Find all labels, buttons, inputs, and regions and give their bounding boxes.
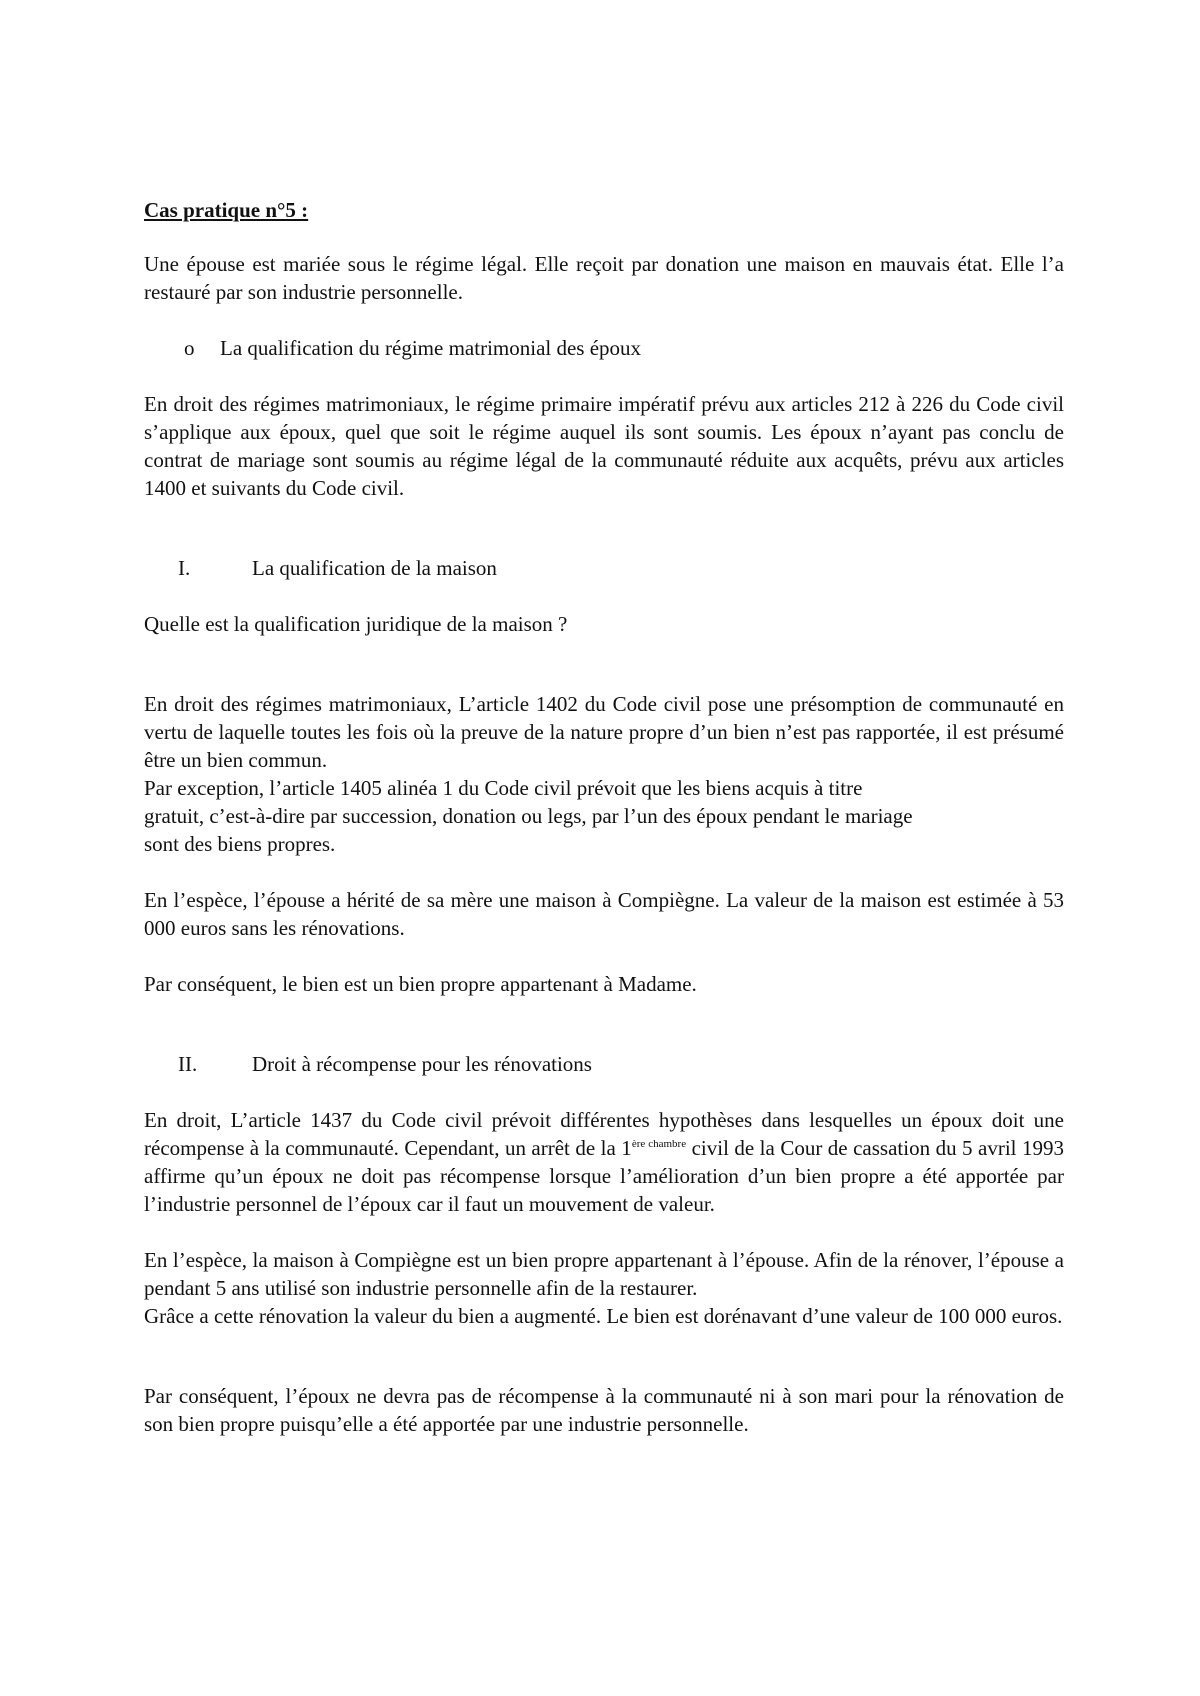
document-page [144, 196, 1064, 1438]
law-text-before: En droit, L’article 1437 du Code civil prévoit différentes hypothèses dans lesquelles un époux doit une récompense à la communauté. Cependant, un arrêt de la 1 [144, 1108, 1064, 1160]
section-1-exception-paragraph [144, 774, 1064, 858]
law-superscript: ère chambre [631, 1138, 687, 1150]
intro-paragraph: Une épouse est mariée sous le régime légal. Elle reçoit par donation une maison en mauvais état. Elle l’a restauré par son industrie personnelle. [144, 252, 1064, 304]
bullet-item [184, 334, 1064, 362]
law-text-after: civil de la Cour de cassation du 5 avril 1993 affirme qu’un époux ne doit pas récompense lorsque l’amélioration d’un bien propre a été apportée par l’industrie personnel de l’époux car il faut un mouvement de valeur. [144, 1136, 1064, 1216]
exception-line-3: sont des biens propres. [144, 832, 336, 856]
exception-line-2: gratuit, c’est-à-dire par succession, donation ou legs, par l’un des époux pendant le mariage [144, 804, 913, 828]
section-1-law-paragraph: En droit des régimes matrimoniaux, L’article 1402 du Code civil pose une présomption de communauté en vertu de laquelle toutes les fois où la preuve de la nature propre d’un bien n’est pas rapportée, il est présumé être un bien commun. [144, 692, 1064, 772]
section-2-number: II. [178, 1052, 198, 1076]
regime-paragraph: En droit des régimes matrimoniaux, le régime primaire impératif prévu aux articles 212 à 226 du Code civil s’applique aux époux, quel que soit le régime auquel ils sont soumis. Les époux n’ayant pas conclu de contrat de mariage sont soumis au régime légal de la communauté réduite aux acquêts, prévu aux articles 1400 et suivants du Code civil. [144, 392, 1064, 500]
section-2-facts-1: En l’espèce, la maison à Compiègne est un bien propre appartenant à l’épouse. Afin de la rénover, l’épouse a pendant 5 ans utilisé son industrie personnelle afin de la restaurer. [144, 1248, 1064, 1300]
section-1-facts: En l’espèce, l’épouse a hérité de sa mère une maison à Compiègne. La valeur de la maison est estimée à 53 000 euros sans les rénovations. [144, 888, 1064, 940]
section-1-title: La qualification de la maison [252, 556, 497, 580]
bullet-mark: o [184, 336, 195, 360]
section-1-number: I. [178, 556, 191, 580]
bullet-text: La qualification du régime matrimonial des époux [220, 336, 642, 360]
section-1-question: Quelle est la qualification juridique de la maison ? [144, 612, 568, 636]
exception-line-1: Par exception, l’article 1405 alinéa 1 du Code civil prévoit que les biens acquis à titre [144, 776, 863, 800]
section-2-law-paragraph [144, 1106, 1064, 1218]
case-title: Cas pratique n°5 : [144, 198, 309, 222]
section-1-conclusion: Par conséquent, le bien est un bien propre appartenant à Madame. [144, 972, 697, 996]
section-2-heading [178, 1050, 1064, 1078]
section-1-heading [178, 554, 1064, 582]
section-2-title: Droit à récompense pour les rénovations [252, 1052, 592, 1076]
section-2-conclusion: Par conséquent, l’époux ne devra pas de récompense à la communauté ni à son mari pour la rénovation de son bien propre puisqu’elle a été apportée par une industrie personnelle. [144, 1384, 1064, 1436]
section-2-facts-2: Grâce a cette rénovation la valeur du bien a augmenté. Le bien est dorénavant d’une valeur de 100 000 euros. [144, 1304, 1063, 1328]
